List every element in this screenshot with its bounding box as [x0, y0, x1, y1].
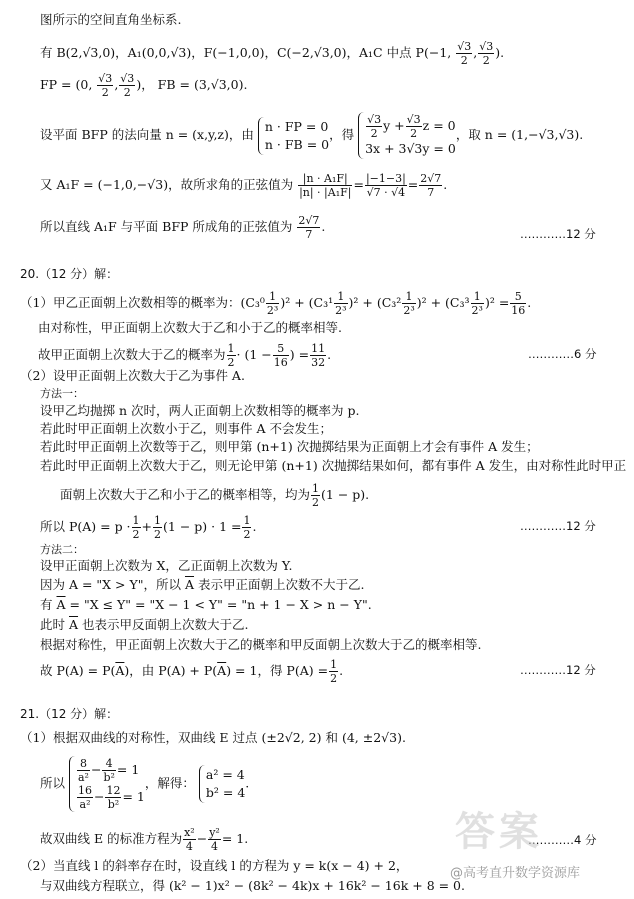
fraction: $\frac{|-1-3|}{√7 \cdot √4}$ — [365, 172, 406, 199]
text-line: 由对称性，甲正面朝上次数大于乙和小于乙的概率相等. — [38, 320, 342, 335]
text-line: 设平面 BFP 的法向量 n = (x,y,z)，由 n · FP = 0 n · FB = 0 ，得 $\frac{√3}{2}$ y + $\frac{√3}{2}$ z = 0 3x + 3√3y = 0 ，取 n = (1,−√3,√3). — [40, 112, 583, 159]
method-label: 方法一： — [40, 387, 84, 400]
question-heading: 20.（12 分）解： — [20, 267, 119, 281]
text-line: 此时 $\overline{A}$ 也表示甲反面朝上次数大于乙. — [40, 617, 249, 632]
text-line: 故甲正面朝上次数大于乙的概率为 $\frac{1}{2}$ · (1 − $\frac{5}{16}$ ) = $\frac{11}{32}$ . — [38, 342, 332, 369]
text-line: 若此时甲正面朝上次数小于乙，则事件 A 不会发生； — [40, 421, 332, 436]
watermark-text: @高考直升数学资源库 — [450, 866, 581, 881]
text-line: 所以 P(A) = p · $\frac{1}{2}$ + $\frac{1}{2}$ (1 − p) · 1 = $\frac{1}{2}$ . — [40, 514, 257, 541]
text-line: （1）甲乙正面朝上次数相等的概率为：(C₃⁰ $\frac{1}{\text{2³}}$ )² + (C₃¹ $\frac{1}{\text{2³}}$ )² + (C₃² $\frac{1}{\text{2³}}$ )² + (C₃³ $\frac{1}{\text{2³}}$ )² = $\frac{5}{16}$ . — [20, 290, 532, 317]
fraction: $\frac{√3}{2}$ — [479, 40, 494, 67]
text-line: 故双曲线 E 的标准方程为 $\frac{\text{x²}}{4}$ − $\frac{\text{y²}}{4}$ = 1. — [40, 826, 249, 853]
score-marker: …………12 分 — [520, 519, 596, 533]
text-line: （2）当直线 l 的斜率存在时，设直线 l 的方程为 y = k(x − 4) + 2， — [20, 858, 409, 873]
equation-system: n · FP = 0 n · FB = 0 — [258, 117, 329, 155]
text-line: 若此时甲正面朝上次数等于乙，则甲第 (n+1) 次抛掷结果为正面朝上才会有事件 A 发生； — [40, 439, 539, 454]
text-line: 又 A₁F = (−1,0,−√3)，故所求角的正弦值为 $\frac{\text{|n · A₁F|}}{\text{|n| · |A₁F|}}$ = $\frac{|-1-3|}{√7 \cdot √4}$ = $\frac{2√7}{7}$ . — [40, 172, 448, 199]
text-line: 所以直线 A₁F 与平面 BFP 所成角的正弦值为 $\frac{2√7}{7}$ . — [40, 214, 326, 241]
text-line: 设甲正面朝上次数为 X，乙正面朝上次数为 Y. — [40, 558, 293, 573]
text-line: （2）设甲正面朝上次数大于乙为事件 A. — [20, 368, 245, 383]
text-line: 面朝上次数大于乙和小于乙的概率相等，均为 $\frac{1}{2}$ (1 − p). — [60, 482, 370, 509]
text-line: 与双曲线方程联立，得 (k² − 1)x² − (8k² − 4k)x + 16k² − 16k + 8 = 0. — [40, 878, 465, 893]
text-line: 图所示的空间直角坐标系. — [40, 12, 182, 27]
method-label: 方法二： — [40, 543, 84, 556]
text-line: （1）根据双曲线的对称性，双曲线 E 过点 (±2√2, 2) 和 (4, ±2√3). — [20, 730, 406, 745]
fraction: $\frac{√3}{2}$ — [98, 72, 113, 99]
text-line: 有 $\overline{A}$ = "X ≤ Y" = "X − 1 < Y" = "n + 1 − X > n − Y". — [40, 597, 372, 612]
text-line: 若此时甲正面朝上次数大于乙，则无论甲第 (n+1) 次抛掷结果如何，都有事件 A 发生，由对称性此时甲正 — [40, 458, 627, 473]
question-heading: 21.（12 分）解： — [20, 707, 119, 721]
text-line: FP = (0, $\frac{√3}{2}$ , $\frac{√3}{2}$ )， FB = (3,√3,0). — [40, 72, 248, 99]
score-marker: …………12 分 — [520, 227, 596, 241]
text-line: 故 $P(A) = P(\overline{A})$，由 $P(A) + P(\overline{A}) = 1$，得 P(A) = $\frac{1}{2}$ . — [40, 658, 344, 685]
watermark-logo: 答案 — [455, 809, 543, 855]
fraction: $\frac{√3}{2}$ — [457, 40, 472, 67]
text-line: 根据对称性，甲正面朝上次数大于乙的概率和甲反面朝上次数大于乙的概率相等. — [40, 637, 482, 652]
text-span: )， FB = (3,√3,0). — [136, 77, 248, 92]
score-marker: …………4 分 — [528, 833, 597, 847]
text-line: 有 B(2,√3,0)，A₁(0,0,√3)，F(−1,0,0)，C(−2,√3,0)，A₁C 中点 P(−1, $\frac{√3}{2}$ , $\frac{√3}{2}$ ). — [40, 40, 505, 67]
equation-system: $\frac{√3}{2}$ y + $\frac{√3}{2}$ z = 0 3x + 3√3y = 0 — [358, 112, 456, 159]
equation-system: $\frac{8}{\text{a²}}$ − $\frac{4}{\text{b²}}$ = 1 $\frac{16}{\text{a²}}$ − $\frac{12}{\text{b²}}$ = 1 — [69, 756, 145, 812]
text-span: FP = (0, — [40, 77, 93, 92]
text-line: 所以 $\frac{8}{\text{a²}}$ − $\frac{4}{\text{b²}}$ = 1 $\frac{16}{\text{a²}}$ − $\frac{12}{\text{b²}}$ = 1 ，解得： a² = 4 b² = 4 . — [40, 757, 250, 811]
equation-system: a² = 4 b² = 4 — [199, 765, 245, 803]
text-line: 因为 A = "X > Y"，所以 $\overline{A}$ 表示甲正面朝上次数不大于乙. — [40, 577, 365, 592]
fraction: $\frac{2√7}{7}$ — [420, 172, 442, 199]
fraction: $\frac{√3}{2}$ — [120, 72, 135, 99]
text-line: 设甲乙均抛掷 n 次时，两人正面朝上次数相等的概率为 p. — [40, 403, 360, 418]
text-span: 有 B(2,√3,0)，A₁(0,0,√3)，F(−1,0,0)，C(−2,√3,0)，A₁C 中点 P(−1, — [40, 45, 452, 60]
fraction: $\frac{\text{|n · A₁F|}}{\text{|n| · |A₁F|}}$ — [299, 172, 352, 199]
fraction: $\frac{2√7}{7}$ — [298, 214, 320, 241]
score-marker: …………12 分 — [520, 663, 596, 677]
score-marker: …………6 分 — [528, 347, 597, 361]
